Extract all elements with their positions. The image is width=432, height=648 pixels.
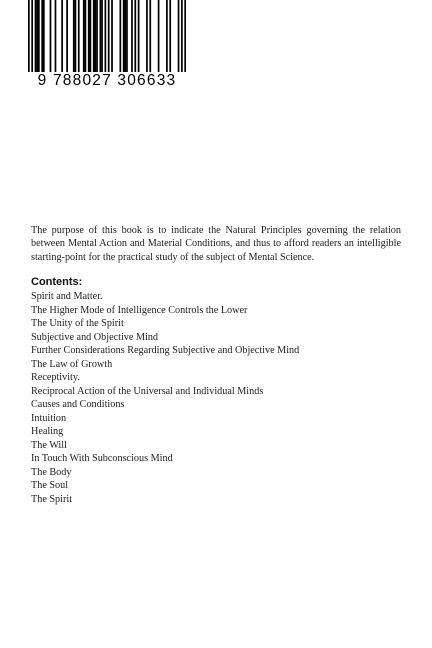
barcode-bar [55, 0, 57, 72]
book-description: The purpose of this book is to indicate the Natural Principles governing the relation between Mental Action and Material Conditions, and thus to afford readers an intelligible starting-point for the practical study of the subject of Mental Science. [31, 225, 401, 263]
barcode-bar [131, 0, 133, 72]
contents-item: Healing [31, 426, 64, 437]
barcode-bar [96, 0, 98, 72]
barcode-bar [169, 0, 171, 72]
barcode-bar [88, 0, 90, 72]
barcode-bar [38, 0, 40, 72]
contents-item: Intuition [31, 412, 67, 424]
barcode-bar [178, 0, 180, 72]
contents-item: The Soul [31, 480, 69, 491]
barcode-bar [36, 0, 38, 72]
barcode-bar [126, 0, 128, 72]
barcode-digits: 9 788027 306633 [37, 72, 177, 89]
contents-item: The Will [31, 439, 67, 451]
barcode-bar [124, 0, 126, 72]
barcode-bar [93, 0, 95, 72]
barcode-bar [66, 0, 68, 72]
contents-item: The Spirit [31, 493, 73, 505]
barcode-bar [134, 0, 136, 72]
contents-item: Reciprocal Action of the Universal and Individual Minds [31, 385, 264, 397]
barcode-bar [73, 0, 75, 72]
barcode-bar [41, 0, 43, 72]
barcode-bar [61, 0, 63, 72]
contents-item: The Unity of the Spirit [31, 318, 124, 329]
barcode-bar [85, 0, 87, 72]
barcode-bars [28, 0, 186, 72]
contents-item: Receptivity. [31, 372, 80, 383]
barcode-bar [105, 0, 107, 72]
barcode-bar [181, 0, 183, 72]
contents-list [31, 290, 411, 506]
contents-item: Subjective and Objective Mind [31, 331, 159, 343]
contents-item: The Higher Mode of Intelligence Controls the Lower [31, 304, 248, 316]
barcode-bar [83, 0, 85, 72]
contents-item: Causes and Conditions [31, 399, 125, 410]
barcode-bar [90, 0, 92, 72]
barcode-bar [75, 0, 77, 72]
contents-item: The Body [31, 466, 72, 478]
barcode-bar [108, 0, 110, 72]
contents-item: Further Considerations Regarding Subjective and Objective Mind [31, 345, 300, 356]
barcode-bar [166, 0, 168, 72]
barcode-bar [43, 0, 45, 72]
barcode-bar [101, 0, 103, 72]
barcode-bar [100, 0, 102, 72]
barcode-bar [35, 0, 37, 72]
barcode-bar [146, 0, 148, 72]
isbn-barcode [28, 0, 186, 92]
barcode-bar [31, 0, 33, 72]
contents-item: Spirit and Matter. [31, 291, 103, 302]
barcode-bar [123, 0, 125, 72]
contents-item: The Law of Growth [31, 358, 113, 370]
barcode-bar [28, 0, 30, 72]
barcode-bar [149, 0, 151, 72]
barcode-bar [158, 0, 160, 72]
barcode-bar [111, 0, 113, 72]
barcode-bar [138, 0, 140, 72]
contents-heading: Contents: [31, 276, 83, 288]
barcode-bar [50, 0, 52, 72]
contents-item: In Touch With Subconscious Mind [31, 453, 173, 464]
barcode-bar [184, 0, 186, 72]
barcode-bar [119, 0, 121, 72]
barcode-bar [78, 0, 80, 72]
barcode-bar [95, 0, 97, 72]
